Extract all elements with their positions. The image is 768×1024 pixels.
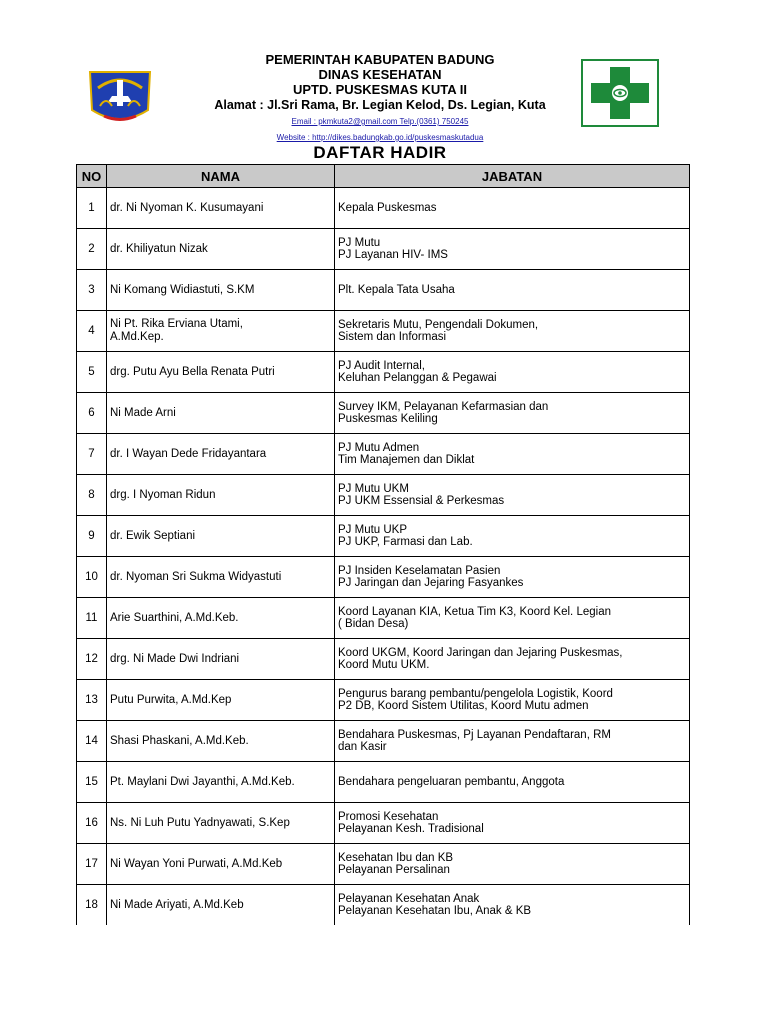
staff-position: Kepala Puskesmas — [338, 201, 437, 214]
staff-position-cell — [335, 270, 690, 311]
staff-name-cell — [107, 885, 335, 926]
staff-position-cell — [335, 639, 690, 680]
staff-position-cell — [335, 475, 690, 516]
staff-name: Ni Wayan Yoni Purwati, A.Md.Keb — [110, 857, 283, 870]
staff-position: Tim Manajemen dan Diklat — [338, 454, 475, 466]
staff-name: drg. I Nyoman Ridun — [110, 488, 216, 501]
staff-name: Ni Pt. Rika Erviana Utami, — [110, 318, 243, 330]
staff-position: Puskesmas Keliling — [338, 413, 438, 425]
table-row — [77, 844, 690, 885]
attendance-table — [76, 164, 690, 925]
staff-position: Koord Mutu UKM. — [338, 659, 430, 671]
staff-name: A.Md.Kep. — [110, 331, 164, 343]
staff-name-cell — [107, 598, 335, 639]
row-number: 16 — [77, 803, 107, 844]
staff-position: PJ Insiden Keselamatan Pasien — [338, 564, 501, 577]
column-header-name: NAMA — [107, 165, 335, 188]
staff-position: Pengurus barang pembantu/pengelola Logistik, Koord — [338, 687, 613, 700]
staff-name: dr. I Wayan Dede Fridayantara — [110, 447, 267, 460]
letterhead — [170, 52, 590, 144]
staff-position: ( Bidan Desa) — [338, 618, 409, 630]
staff-name: dr. Khiliyatun Nizak — [110, 242, 208, 255]
staff-name: Pt. Maylani Dwi Jayanthi, A.Md.Keb. — [110, 775, 295, 788]
staff-name-cell — [107, 188, 335, 229]
table-row — [77, 475, 690, 516]
staff-name-cell — [107, 516, 335, 557]
table-row — [77, 229, 690, 270]
row-number: 13 — [77, 680, 107, 721]
staff-position: Pelayanan Kesehatan Ibu, Anak & KB — [338, 905, 532, 917]
staff-position: Pelayanan Kesh. Tradisional — [338, 823, 484, 835]
staff-position-cell — [335, 762, 690, 803]
staff-name: dr. Ewik Septiani — [110, 529, 196, 542]
staff-position: PJ Mutu — [338, 236, 381, 249]
staff-position: PJ Audit Internal, — [338, 359, 425, 372]
staff-position: Sistem dan Informasi — [338, 331, 447, 343]
staff-name: Arie Suarthini, A.Md.Keb. — [110, 611, 239, 624]
staff-position-cell — [335, 680, 690, 721]
header-agency: DINAS KESEHATAN — [318, 67, 442, 82]
row-number: 6 — [77, 393, 107, 434]
staff-position-cell — [335, 844, 690, 885]
header-unit: UPTD. PUSKESMAS KUTA II — [292, 82, 468, 97]
row-number: 15 — [77, 762, 107, 803]
staff-name-cell — [107, 229, 335, 270]
staff-position-cell — [335, 803, 690, 844]
row-number: 1 — [77, 188, 107, 229]
staff-position: Bendahara pengeluaran pembantu, Anggota — [338, 775, 565, 788]
row-number: 12 — [77, 639, 107, 680]
table-row — [77, 639, 690, 680]
row-number: 4 — [77, 311, 107, 352]
row-number: 10 — [77, 557, 107, 598]
badung-emblem-logo — [84, 66, 156, 126]
staff-name: Putu Purwita, A.Md.Kep — [110, 693, 232, 706]
staff-name-cell — [107, 680, 335, 721]
staff-position: Sekretaris Mutu, Pengendali Dokumen, — [338, 318, 539, 331]
staff-name-cell — [107, 639, 335, 680]
staff-position-cell — [335, 434, 690, 475]
staff-position: Keluhan Pelanggan & Pegawai — [338, 372, 497, 384]
staff-name-cell — [107, 393, 335, 434]
row-number: 9 — [77, 516, 107, 557]
staff-name-cell — [107, 803, 335, 844]
staff-name-cell — [107, 434, 335, 475]
staff-position: dan Kasir — [338, 741, 387, 753]
staff-name: Shasi Phaskani, A.Md.Keb. — [110, 734, 249, 747]
staff-position: P2 DB, Koord Sistem Utilitas, Koord Mutu admen — [338, 700, 589, 712]
table-row — [77, 311, 690, 352]
staff-position-cell — [335, 557, 690, 598]
table-row — [77, 352, 690, 393]
staff-name: Ni Made Arni — [110, 406, 176, 419]
row-number: 5 — [77, 352, 107, 393]
staff-position: Promosi Kesehatan — [338, 810, 439, 823]
staff-name-cell — [107, 721, 335, 762]
staff-name: Ni Komang Widiastuti, S.KM — [110, 283, 255, 296]
staff-name-cell — [107, 270, 335, 311]
staff-position-cell — [335, 516, 690, 557]
staff-position-cell — [335, 598, 690, 639]
staff-position-cell — [335, 311, 690, 352]
table-row — [77, 270, 690, 311]
staff-position: Pelayanan Persalinan — [338, 864, 450, 876]
staff-position: PJ Mutu UKM — [338, 482, 409, 495]
staff-name: Ns. Ni Luh Putu Yadnyawati, S.Kep — [110, 816, 290, 829]
staff-position-cell — [335, 393, 690, 434]
table-row — [77, 434, 690, 475]
staff-position: Koord Layanan KIA, Ketua Tim K3, Koord Kel. Legian — [338, 605, 611, 618]
header-website-link[interactable]: Website : http://dikes.badungkab.go.id/puskesmaskutadua — [276, 133, 484, 142]
staff-name-cell — [107, 762, 335, 803]
table-row — [77, 598, 690, 639]
staff-position: PJ UKM Essensial & Perkesmas — [338, 495, 505, 507]
staff-name-cell — [107, 311, 335, 352]
table-header-row — [77, 165, 690, 188]
staff-name: Ni Made Ariyati, A.Md.Keb — [110, 898, 244, 911]
document-title: DAFTAR HADIR — [313, 143, 447, 162]
staff-position: Plt. Kepala Tata Usaha — [338, 283, 455, 296]
row-number: 11 — [77, 598, 107, 639]
table-row — [77, 516, 690, 557]
table-row — [77, 188, 690, 229]
staff-position-cell — [335, 885, 690, 926]
staff-position-cell — [335, 352, 690, 393]
table-row — [77, 721, 690, 762]
row-number: 17 — [77, 844, 107, 885]
row-number: 14 — [77, 721, 107, 762]
staff-name: drg. Putu Ayu Bella Renata Putri — [110, 365, 275, 378]
staff-name-cell — [107, 475, 335, 516]
header-address: Alamat : Jl.Sri Rama, Br. Legian Kelod, Ds. Legian, Kuta — [214, 98, 546, 112]
table-row — [77, 680, 690, 721]
staff-position: Koord UKGM, Koord Jaringan dan Jejaring Puskesmas, — [338, 646, 623, 659]
puskesmas-cross-logo — [581, 59, 659, 127]
staff-position: PJ Layanan HIV- IMS — [338, 249, 448, 261]
table-row — [77, 762, 690, 803]
table-row — [77, 803, 690, 844]
staff-position-cell — [335, 229, 690, 270]
staff-position-cell — [335, 721, 690, 762]
header-government: PEMERINTAH KABUPATEN BADUNG — [265, 52, 495, 67]
staff-position: PJ Jaringan dan Jejaring Fasyankes — [338, 577, 524, 589]
staff-position: Bendahara Puskesmas, Pj Layanan Pendaftaran, RM — [338, 728, 611, 741]
staff-name: dr. Ni Nyoman K. Kusumayani — [110, 201, 264, 214]
staff-position: Kesehatan Ibu dan KB — [338, 851, 454, 864]
row-number: 18 — [77, 885, 107, 926]
staff-name-cell — [107, 844, 335, 885]
staff-position: Survey IKM, Pelayanan Kefarmasian dan — [338, 400, 549, 413]
table-row — [77, 393, 690, 434]
row-number: 3 — [77, 270, 107, 311]
staff-position-cell — [335, 188, 690, 229]
staff-position: PJ Mutu UKP — [338, 523, 408, 536]
row-number: 2 — [77, 229, 107, 270]
row-number: 8 — [77, 475, 107, 516]
column-header-no: NO — [77, 165, 107, 188]
row-number: 7 — [77, 434, 107, 475]
staff-position: PJ UKP, Farmasi dan Lab. — [338, 536, 473, 548]
staff-position: PJ Mutu Admen — [338, 441, 420, 454]
staff-position: Pelayanan Kesehatan Anak — [338, 892, 480, 905]
staff-name-cell — [107, 352, 335, 393]
header-email-link[interactable]: Email : pkmkuta2@gmail.com Telp.(0361) 750245 — [291, 117, 469, 126]
table-row — [77, 885, 690, 926]
table-row — [77, 557, 690, 598]
staff-name: drg. Ni Made Dwi Indriani — [110, 652, 240, 665]
staff-name: dr. Nyoman Sri Sukma Widyastuti — [110, 570, 282, 583]
staff-name-cell — [107, 557, 335, 598]
column-header-position: JABATAN — [335, 165, 690, 188]
